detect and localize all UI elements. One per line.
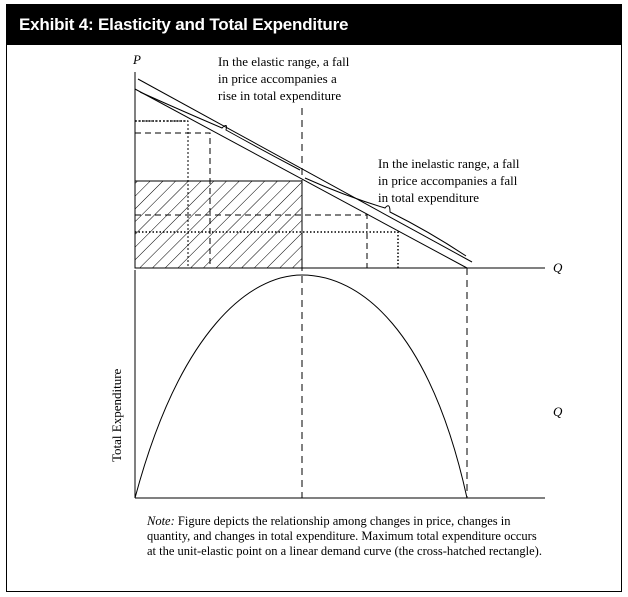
- total-expenditure-curve: [135, 275, 467, 498]
- note-lead: Note:: [147, 514, 175, 528]
- exhibit-title: Exhibit 4: Elasticity and Total Expenditure: [7, 5, 621, 45]
- inelastic-annotation-line-3: in total expenditure: [378, 190, 480, 205]
- elastic-brace: [140, 92, 300, 170]
- figure-note: [147, 514, 547, 559]
- price-axis-label: P: [133, 52, 141, 67]
- elastic-annotation-line-3: rise in total expenditure: [218, 88, 342, 103]
- total-expenditure-label: Total Expenditure: [109, 368, 124, 462]
- elastic-annotation-line-2: in price accompanies a: [218, 71, 337, 86]
- max-expenditure-rectangle: [135, 181, 302, 268]
- inelastic-annotation-line-1: In the inelastic range, a fall: [378, 156, 520, 171]
- quantity-axis-label-bottom: Q: [553, 404, 563, 419]
- quantity-axis-label-top: Q: [553, 260, 563, 275]
- inelastic-annotation-line-2: in price accompanies a fall: [378, 173, 518, 188]
- elastic-annotation-line-1: In the elastic range, a fall: [218, 54, 350, 69]
- note-text: Figure depicts the relationship among changes in price, changes in quantity, and changes in total expenditure. Maximum total expenditure occurs at the unit-elastic point on a linear demand curve (the cross-hatched rectangle).: [147, 514, 542, 558]
